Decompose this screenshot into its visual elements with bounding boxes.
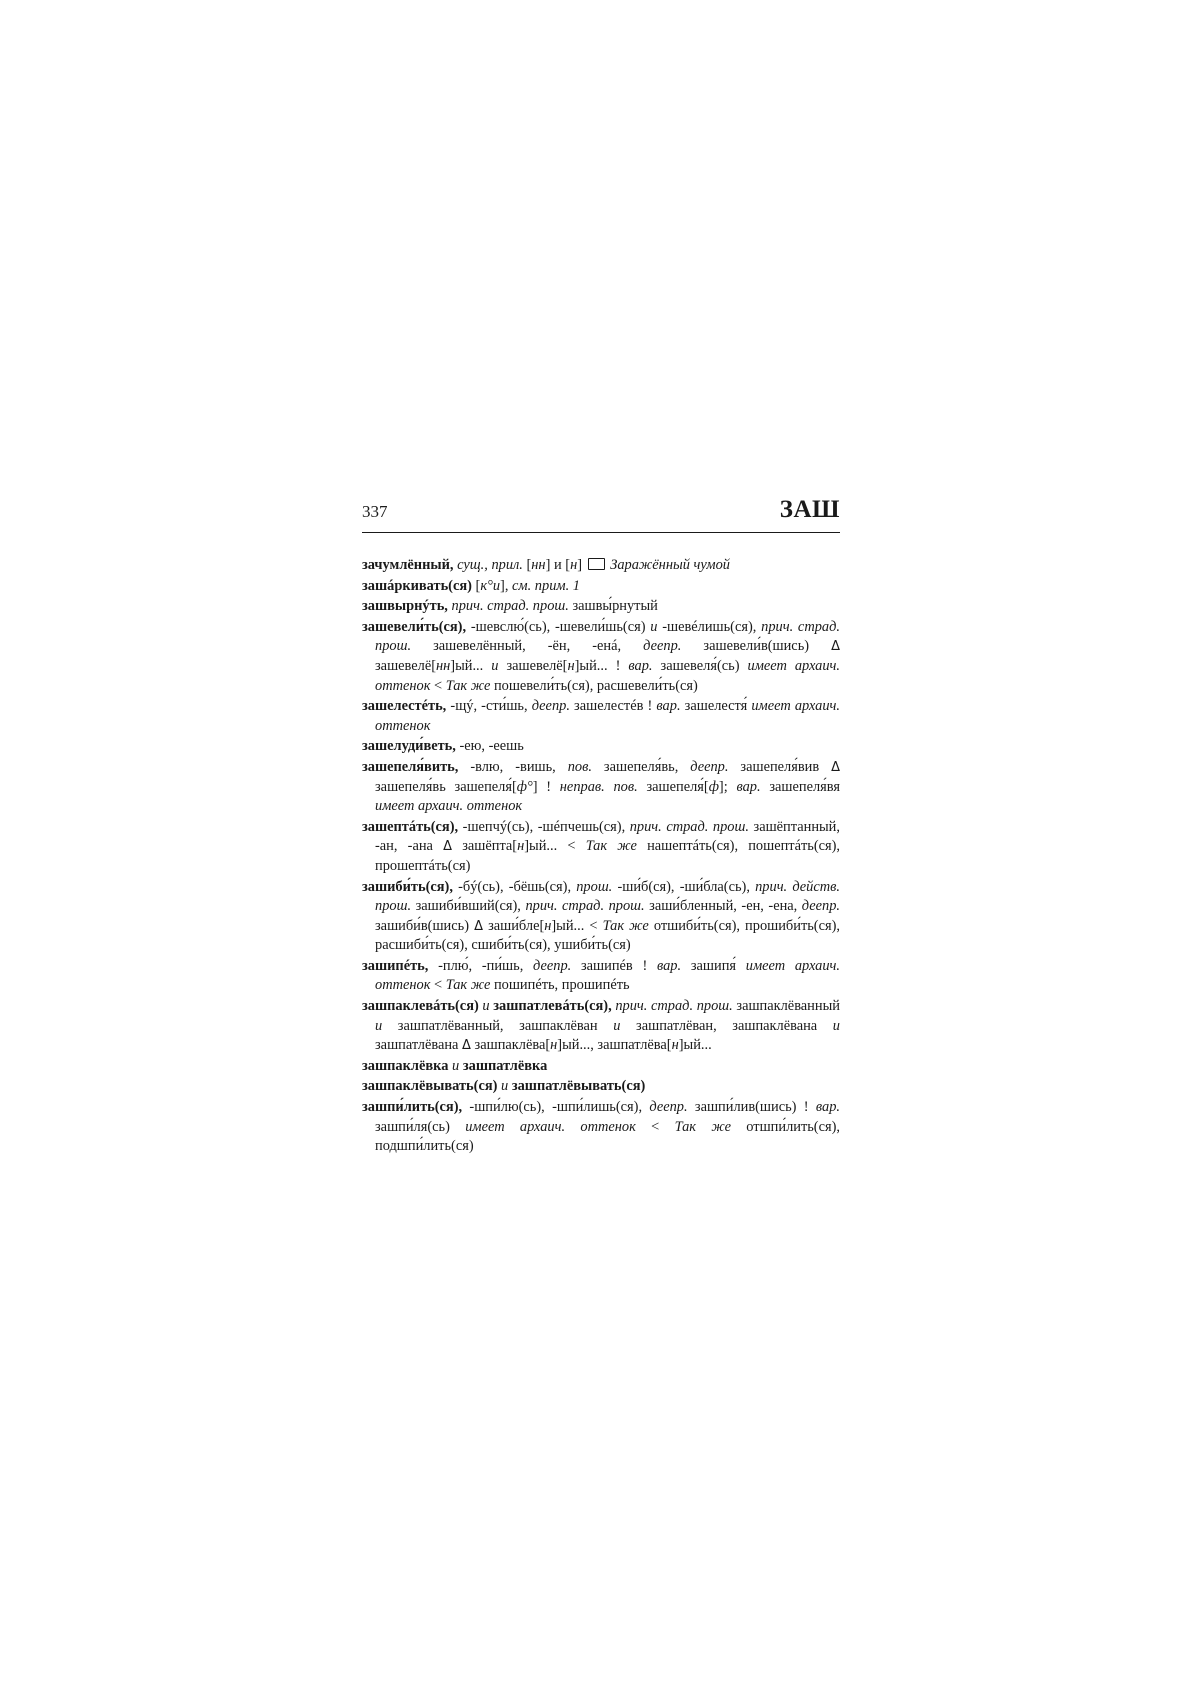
entry-text: зашелестя́ (680, 698, 752, 715)
dictionary-entry (362, 818, 840, 877)
entry-text: ]ый... ! (574, 657, 629, 674)
entry-grammar-note: и (832, 1017, 840, 1034)
entry-grammar-note: деепр. (533, 957, 572, 974)
entry-headword-variant: зашпатлёвывать(ся) (511, 1078, 646, 1095)
entry-headword: зашипéть, (362, 957, 429, 974)
dictionary-entry (362, 697, 840, 736)
entry-grammar-note: нн (531, 557, 546, 573)
entry-text: зашвы́рнутый (568, 598, 658, 615)
entry-grammar-note: н (671, 1037, 679, 1054)
entry-grammar-note: н (550, 1037, 558, 1054)
entry-text: ]; (718, 778, 737, 795)
entry-text: зашевелённый, -ён, -енá, (411, 638, 644, 655)
entry-grammar-note: деепр. (643, 638, 682, 655)
entry-text: зашепеля́вив (728, 758, 832, 775)
entry-grammar-note: сущ., прил. (457, 557, 523, 573)
entry-grammar-note: прич. страд. прош. (375, 618, 840, 655)
entry-grammar-note: пов. (567, 758, 592, 775)
dictionary-entry (362, 597, 840, 617)
entry-text: ]ый... < (551, 917, 603, 934)
header-rule (362, 532, 840, 533)
entry-text: зашепеля́[ (637, 778, 709, 795)
entry-grammar-note: Заражённый чумой (610, 557, 730, 573)
entry-text: -шепчý(сь), -шéпчешь(ся), (458, 818, 630, 835)
entry-text: зашевеля́(сь) (652, 657, 748, 674)
entry-text: -бý(сь), -бёшь(ся), (452, 878, 577, 895)
entry-text: ]ый... (450, 657, 492, 674)
entry-text: зашпатлёван, зашпаклёвана (620, 1017, 833, 1034)
entry-text: зашёптанный, -ан, -ана (375, 818, 840, 855)
delta-symbol: Δ (831, 759, 840, 775)
dictionary-entry (362, 1077, 840, 1097)
entry-text: -ши́б(ся), -ши́бла(сь), (612, 878, 756, 895)
entry-text: зашепеля́вь, (591, 758, 691, 775)
page-number: 337 (362, 502, 388, 521)
entry-text: ]ый... (678, 1037, 712, 1054)
entry-text: ] (577, 557, 586, 573)
entry-headword: зашевели́ть(ся), (362, 618, 467, 635)
entry-grammar-note: имеет архаич. оттенок (375, 798, 523, 815)
entry-text: -шевслю́(сь), -шевели́шь(ся) (466, 618, 651, 635)
entry-text: < (430, 977, 446, 994)
page-header (362, 498, 840, 532)
entry-grammar-note: прич. действ. прош. (375, 878, 840, 915)
entry-grammar-note: Так же (602, 917, 649, 934)
entry-grammar-note: н (570, 557, 578, 573)
entry-text: зашевели́в(шись) (681, 638, 832, 655)
dictionary-entry (362, 1057, 840, 1077)
entry-grammar-note: н (567, 657, 575, 674)
entry-grammar-note: имеет архаич. оттенок (465, 1118, 636, 1135)
entry-text: зашевелё[ (375, 657, 436, 674)
entry-text: зашипя́ (681, 957, 746, 974)
entry-grammar-note: и (452, 1057, 460, 1074)
entry-grammar-note: прич. страд. прош. (451, 598, 569, 615)
entry-text: -шевéлишь(ся), (657, 618, 762, 635)
entry-grammar-note: и (501, 1078, 509, 1095)
entry-headword: зашáркивать(ся) (362, 577, 472, 594)
entry-headword: зашпаклёвка (362, 1057, 449, 1074)
dictionary-page (362, 498, 840, 1158)
entry-text: ]ый... < (524, 838, 586, 855)
entry-grammar-note: деепр. (649, 1099, 688, 1116)
entry-grammar-note: Так же (445, 977, 491, 994)
entry-grammar-note: Так же (585, 838, 637, 855)
dictionary-entry (362, 758, 840, 817)
entry-grammar-note: прич. страд. прош. (525, 898, 645, 915)
entry-grammar-note: см. прим. 1 (512, 577, 580, 594)
dictionary-entry (362, 997, 840, 1056)
entry-text: зашёпта[ (452, 838, 518, 855)
entry-text: пошевели́ть(ся), расшевели́ть(ся) (490, 677, 698, 694)
entry-list (362, 556, 840, 1157)
entry-grammar-note: ф (708, 778, 719, 795)
entry-text: зашевелё[ (498, 657, 568, 674)
entry-grammar-note: Так же (674, 1118, 731, 1135)
entry-grammar-note: вар. (656, 957, 682, 974)
entry-headword: зашпаклёвывать(ся) (362, 1078, 498, 1095)
entry-grammar-note: к°и (480, 577, 501, 594)
entry-text: зашелестéв ! (569, 698, 657, 715)
entry-grammar-note: неправ. пов. (559, 778, 638, 795)
entry-grammar-note: нн (436, 657, 451, 674)
entry-grammar-note: деепр. (531, 698, 570, 715)
entry-text: пошипéть, прошипéть (490, 977, 630, 994)
entry-headword-variant: зашпатлёвка (462, 1057, 548, 1074)
entry-grammar-note: деепр. (801, 898, 841, 915)
delta-symbol: Δ (831, 639, 841, 655)
entry-grammar-note: прич. страд. прош. (615, 998, 733, 1015)
entry-text: отшиби́ть(ся), прошиби́ть(ся), расшиби́ть(ся), сшиби́ть(ся), ушиби́ть(ся) (375, 917, 840, 954)
entry-text: [ (522, 557, 532, 573)
book-icon (588, 558, 605, 570)
entry-text: зашпатлёвана (375, 1037, 463, 1054)
delta-symbol: Δ (462, 1038, 471, 1054)
entry-grammar-note: деепр. (690, 758, 729, 775)
entry-grammar-note: Так же (445, 677, 491, 694)
entry-text: зашиби́вший(ся), (411, 898, 526, 915)
entry-text: < (635, 1118, 675, 1135)
entry-grammar-note: вар. (736, 778, 761, 795)
entry-grammar-note: ф° (516, 778, 533, 795)
dictionary-entry (362, 577, 840, 597)
entry-grammar-note: и (375, 1017, 383, 1034)
entry-grammar-note: н (544, 917, 552, 934)
entry-headword: зашпи́лить(ся), (362, 1099, 463, 1116)
entry-text: зашпатлёванный, зашпаклёван (382, 1017, 614, 1034)
entry-text: отшпи́лить(ся), подшпи́лить(ся) (375, 1118, 840, 1155)
entry-grammar-note: и (482, 998, 490, 1015)
entry-grammar-note: прош. (576, 878, 613, 895)
entry-headword: зачумлённый, (362, 557, 454, 573)
entry-text: зашиби́в(шись) (375, 917, 475, 934)
entry-text: зашпи́лив(шись) ! (687, 1099, 816, 1116)
dictionary-entry (362, 556, 840, 576)
running-head: ЗАШ (779, 496, 840, 523)
delta-symbol: Δ (443, 839, 453, 855)
entry-text: ] и [ (545, 557, 571, 573)
dictionary-entry (362, 737, 840, 757)
entry-grammar-note: имеет архаич. оттенок (375, 957, 840, 994)
entry-text: зашпаклёва[ (470, 1037, 551, 1054)
entry-text: -щý, -сти́шь, (446, 698, 532, 715)
entry-grammar-note: вар. (656, 698, 681, 715)
entry-text: заши́бленный, -ен, -ена, (644, 898, 802, 915)
entry-grammar-note: имеет архаич. оттенок (375, 657, 841, 694)
entry-text: зашепеля́вя (760, 778, 840, 795)
entry-grammar-note: вар. (815, 1099, 841, 1116)
entry-text: -шпи́лю(сь), -шпи́лишь(ся), (462, 1099, 650, 1116)
entry-text: зашпаклёванный (732, 998, 840, 1015)
entry-headword: зашепеля́вить, (362, 758, 459, 775)
entry-text: зашпи́ля(сь) (375, 1118, 466, 1135)
entry-text: заши́бле[ (482, 917, 545, 934)
dictionary-entry (362, 957, 840, 996)
entry-headword: зашиби́ть(ся), (362, 878, 453, 895)
entry-text: [ (471, 577, 481, 594)
entry-text: -влю, -вишь, (458, 758, 568, 775)
entry-text: < (430, 677, 446, 694)
entry-headword: зашелуди́веть, (362, 738, 456, 755)
entry-text: ] ! (532, 778, 560, 795)
dictionary-entry (362, 1098, 840, 1157)
entry-grammar-note: и (491, 657, 499, 674)
entry-text: -плю́, -пи́шь, (428, 957, 534, 974)
entry-text: зашипéв ! (571, 957, 657, 974)
dictionary-entry (362, 618, 840, 696)
entry-headword-variant: зашпатлевáть(ся), (493, 998, 612, 1015)
entry-grammar-note: прич. страд. прош. (629, 818, 749, 835)
entry-grammar-note: и (650, 618, 658, 635)
delta-symbol: Δ (474, 918, 483, 934)
entry-text: -ею, -еешь (455, 738, 524, 755)
entry-text: зашепеля́вь зашепеля́[ (375, 778, 517, 795)
dictionary-entry (362, 878, 840, 956)
entry-text: ]ый..., зашпатлёва[ (557, 1037, 672, 1054)
entry-text: нашептáть(ся), пошептáть(ся), прошептáть(ся) (375, 838, 841, 874)
entry-grammar-note: н (517, 838, 525, 855)
entry-grammar-note: имеет архаич. оттенок (375, 698, 840, 734)
entry-grammar-note: вар. (628, 657, 653, 674)
entry-headword: зашпаклевáть(ся) (362, 998, 479, 1015)
entry-headword: зашвырнýть, (362, 598, 448, 615)
entry-headword: зашелестéть, (362, 698, 447, 715)
entry-headword: зашептáть(ся), (362, 818, 459, 835)
entry-text: ], (500, 577, 513, 594)
entry-grammar-note: и (613, 1017, 621, 1034)
